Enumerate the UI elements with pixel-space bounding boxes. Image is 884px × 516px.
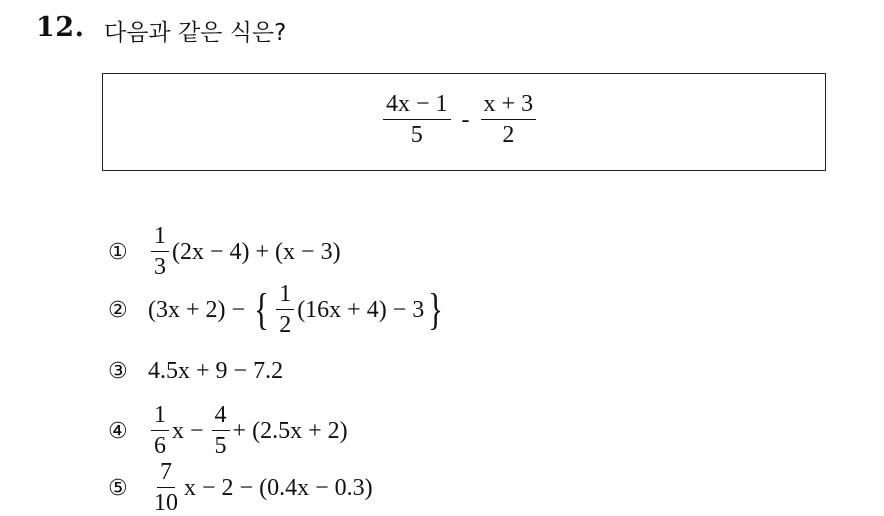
boxed-expression: [380, 92, 539, 148]
choice-1-expression: [148, 224, 341, 280]
choice-5-expression: [148, 460, 373, 516]
choice-2-fraction-numerator: 1: [276, 282, 294, 310]
choice-4-rest: + (2.5x + 2): [232, 417, 348, 444]
choice-5-rest: x − 2 − (0.4x − 0.3): [184, 474, 373, 501]
fraction-1-numerator: 4x − 1: [383, 92, 451, 120]
choice-2-open-brace: {: [254, 285, 270, 335]
choice-4-fraction-2-denominator: 5: [214, 433, 227, 460]
fraction-2: [481, 92, 537, 148]
fraction-1: [383, 92, 451, 148]
choice-3-expression: 4.5x + 9 − 7.2: [148, 358, 284, 384]
choice-2[interactable]: [108, 282, 447, 338]
choice-4-fraction-1-numerator: 1: [151, 403, 169, 431]
fraction-2-denominator: 2: [502, 122, 515, 149]
choice-1-rest: (2x − 4) + (x − 3): [172, 238, 341, 265]
choice-3-marker: ③: [108, 359, 128, 384]
choice-2-fraction-denominator: 2: [279, 312, 292, 339]
choice-2-rest: (16x + 4) − 3: [297, 296, 425, 323]
choice-4-expression: [148, 403, 348, 459]
choice-4-fraction-1-denominator: 6: [154, 433, 166, 460]
choice-2-marker: ②: [108, 297, 128, 323]
choice-4-fraction-2-numerator: 4: [212, 403, 230, 431]
choice-3[interactable]: [108, 358, 283, 385]
choice-4-fraction-2: [212, 403, 230, 459]
question-text: 다음과 같은 식은?: [104, 20, 287, 46]
choice-2-lead: (3x + 2) −: [148, 296, 246, 323]
choice-1[interactable]: [108, 224, 341, 280]
question-number: 12.: [36, 12, 85, 43]
choice-5-fraction-numerator: 7: [157, 460, 175, 488]
choice-1-fraction-numerator: 1: [151, 224, 169, 252]
choice-1-marker: ①: [108, 239, 128, 265]
choice-5-marker: ⑤: [108, 475, 128, 501]
choice-5-fraction: [151, 460, 181, 516]
choice-1-fraction-denominator: 3: [154, 254, 166, 281]
choice-5[interactable]: [108, 460, 373, 516]
fraction-1-denominator: 5: [410, 122, 423, 149]
choice-4-mid: x −: [172, 417, 204, 444]
fraction-2-numerator: x + 3: [481, 92, 537, 120]
choice-4[interactable]: [108, 403, 348, 459]
choice-2-fraction: [276, 282, 294, 338]
choice-5-fraction-denominator: 10: [154, 490, 178, 516]
choice-4-marker: ④: [108, 418, 128, 444]
minus-operator: -: [461, 106, 470, 133]
choice-4-fraction-1: [151, 403, 169, 459]
choice-1-fraction: [151, 224, 169, 280]
choice-2-expression: [148, 282, 447, 338]
choice-2-close-brace: }: [428, 285, 444, 335]
